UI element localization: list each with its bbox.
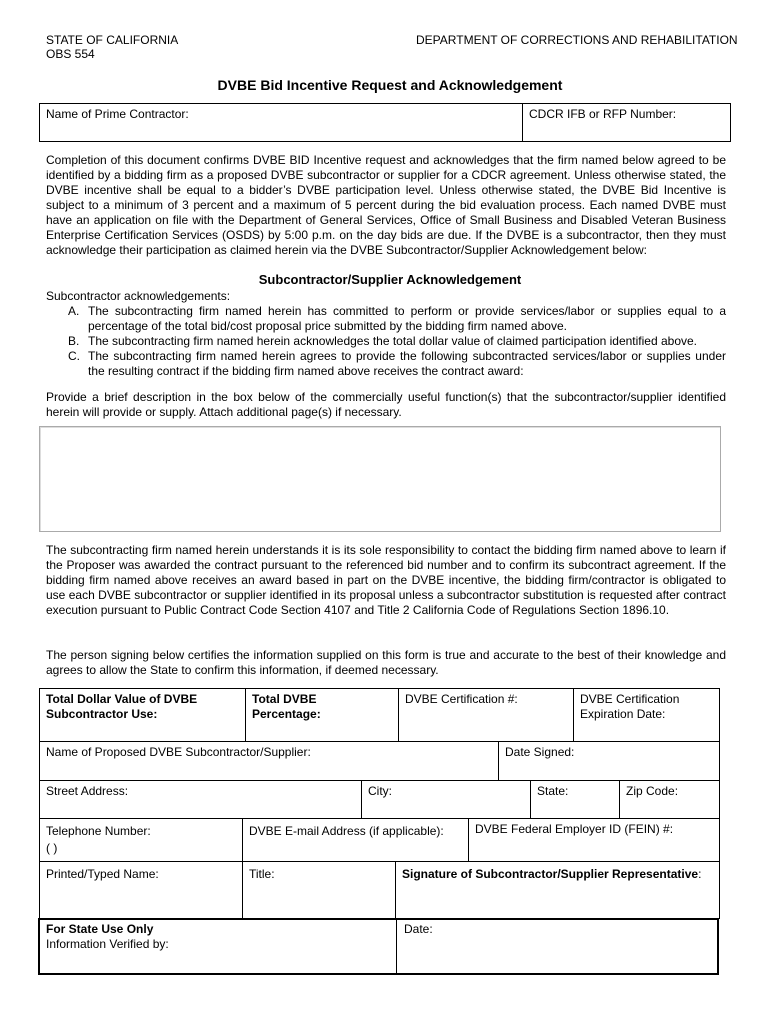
certification-number-field[interactable]	[399, 689, 574, 742]
title-label: Title:	[249, 867, 275, 881]
ack-item-text: The subcontracting firm named herein acknowledges the total dollar value of claimed participation identified above.	[88, 334, 698, 348]
zip-label: Zip Code:	[626, 784, 679, 798]
ack-list	[46, 289, 726, 379]
city-field[interactable]	[362, 781, 531, 819]
ack-lead: Subcontractor acknowledgements:	[46, 289, 231, 303]
signature-colon: :	[698, 867, 702, 881]
state-use-box	[38, 918, 719, 975]
ifb-rfp-field[interactable]	[523, 104, 731, 142]
city-label: City:	[368, 784, 392, 798]
state-use-label: For State Use Only	[46, 922, 154, 936]
address-row	[39, 780, 720, 819]
email-label: DVBE E-mail Address (if applicable):	[249, 824, 444, 838]
phone-label: Telephone Number:	[46, 824, 151, 838]
date-signed-label: Date Signed:	[505, 745, 575, 759]
street-label: Street Address:	[46, 784, 129, 798]
name-row	[39, 741, 720, 781]
responsibility-paragraph: The subcontracting firm named herein understands it is its sole responsibility to contact the bidding firm named above to learn if the Proposer was awarded the contract pursuant to the referenced bid number and to confirm its subcontract agreement. If the bidding firm named above receives an award based in part on the DVBE incentive, the bidding firm/contractor is obligated to use each DVBE subcontractor or supplier identified in its proposal unless a subcontractor substitution is requested after contract execution pursuant to Public Contract Code Section 4107 and Title 2 California Code of Regulations Section 1896.10.	[46, 543, 726, 617]
ack-item-marker: B.	[68, 334, 80, 348]
description-prompt: Provide a brief description in the box below of the commercially useful function(s) that the subcontractor/supplier identified herein will provide or supply. Attach additional page(s) if necessary.	[46, 390, 726, 419]
certification-expiration-field[interactable]	[574, 689, 720, 742]
printed-name-label: Printed/Typed Name:	[46, 867, 159, 881]
prime-contractor-table	[39, 103, 731, 142]
value-row	[39, 688, 720, 742]
fein-field[interactable]	[469, 819, 720, 862]
proposed-name-label: Name of Proposed DVBE Subcontractor/Supplier:	[46, 745, 311, 759]
total-dollar-label-2: Subcontractor Use:	[46, 707, 158, 721]
zip-code-field[interactable]	[620, 781, 720, 819]
state-name: STATE OF CALIFORNIA	[46, 33, 179, 47]
total-percentage-field[interactable]	[246, 689, 399, 742]
street-address-field[interactable]	[40, 781, 362, 819]
ack-item-a	[46, 304, 726, 334]
state-date-label[interactable]: Date:	[404, 922, 433, 936]
signature-row	[39, 861, 720, 919]
intro-paragraph: Completion of this document confirms DVBE BID Incentive request and acknowledges that the firm named below agreed to be identified by a bidding firm as a proposed DVBE subcontractor or supplier for a CDCR agreement. Unless otherwise stated, the DVBE incentive shall be equal to a bidder’s DVBE participation level. Unless otherwise stated, the DVBE Bid Incentive is subject to a minimum of 3 percent and a maximum of 5 percent during the bid evaluation process. Each named DVBE must have an application on file with the Department of General Services, Office of Small Business and Disabled Veteran Business Enterprise Certification Services (OSDS) by 5:00 p.m. on the day bids are due. If the DVBE is a subcontractor, then they must acknowledge their participation as claimed herein via the DVBE Subcontractor/Supplier Acknowledgement below:	[46, 153, 726, 257]
email-field[interactable]	[243, 819, 469, 862]
proposed-name-field[interactable]	[40, 742, 499, 781]
phone-area-code: ( )	[46, 841, 58, 855]
prime-contractor-label: Name of Prime Contractor:	[46, 107, 189, 121]
ack-item-c	[46, 349, 726, 379]
form-number: OBS 554	[46, 47, 95, 61]
state-label: State:	[537, 784, 569, 798]
cert-no-label: DVBE Certification #:	[405, 692, 518, 706]
total-pct-label-1: Total DVBE	[252, 692, 317, 706]
prime-contractor-field[interactable]	[40, 104, 523, 142]
total-dollar-label-1: Total Dollar Value of DVBE	[46, 692, 198, 706]
signature-label: Signature of Subcontractor/Supplier Representative	[402, 867, 699, 881]
total-dollar-field[interactable]	[40, 689, 246, 742]
fein-label: DVBE Federal Employer ID (FEIN) #:	[475, 822, 674, 836]
ack-item-b	[46, 334, 726, 349]
signature-field[interactable]	[396, 862, 720, 919]
title-field[interactable]	[243, 862, 396, 919]
state-use-section	[46, 922, 169, 952]
contact-row	[39, 818, 720, 862]
header-left	[46, 33, 178, 61]
cert-exp-label-1: DVBE Certification	[580, 692, 680, 706]
printed-name-field[interactable]	[40, 862, 243, 919]
ack-item-text: The subcontracting firm named herein has committed to perform or provide services/labor or supplies equal to a percentage of the total bid/cost proposal price submitted by the bidding firm named above.	[88, 304, 726, 333]
info-verified-label[interactable]: Information Verified by:	[46, 937, 169, 951]
telephone-field[interactable]	[40, 819, 243, 862]
ack-item-marker: C.	[68, 349, 80, 363]
ack-item-marker: A.	[68, 304, 80, 318]
ack-item-text: The subcontracting firm named herein agrees to provide the following subcontracted services/labor or supplies under the resulting contract if the bidding firm named above receives the contract award:	[88, 349, 726, 378]
state-field[interactable]	[531, 781, 620, 819]
ifb-rfp-label: CDCR IFB or RFP Number:	[529, 107, 677, 121]
ack-heading: Subcontractor/Supplier Acknowledgement	[258, 272, 522, 287]
department-name: DEPARTMENT OF CORRECTIONS AND REHABILITATION	[416, 33, 738, 47]
certify-paragraph: The person signing below certifies the information supplied on this form is true and accurate to the best of their knowledge and agrees to allow the State to confirm this information, if deemed necessary.	[46, 648, 726, 677]
cert-exp-label-2: Expiration Date:	[580, 707, 666, 721]
date-signed-field[interactable]	[499, 742, 720, 781]
total-pct-label-2: Percentage:	[252, 707, 321, 721]
form-title: DVBE Bid Incentive Request and Acknowledgement	[217, 77, 563, 93]
description-box[interactable]	[39, 426, 721, 532]
state-use-divider	[396, 920, 397, 973]
